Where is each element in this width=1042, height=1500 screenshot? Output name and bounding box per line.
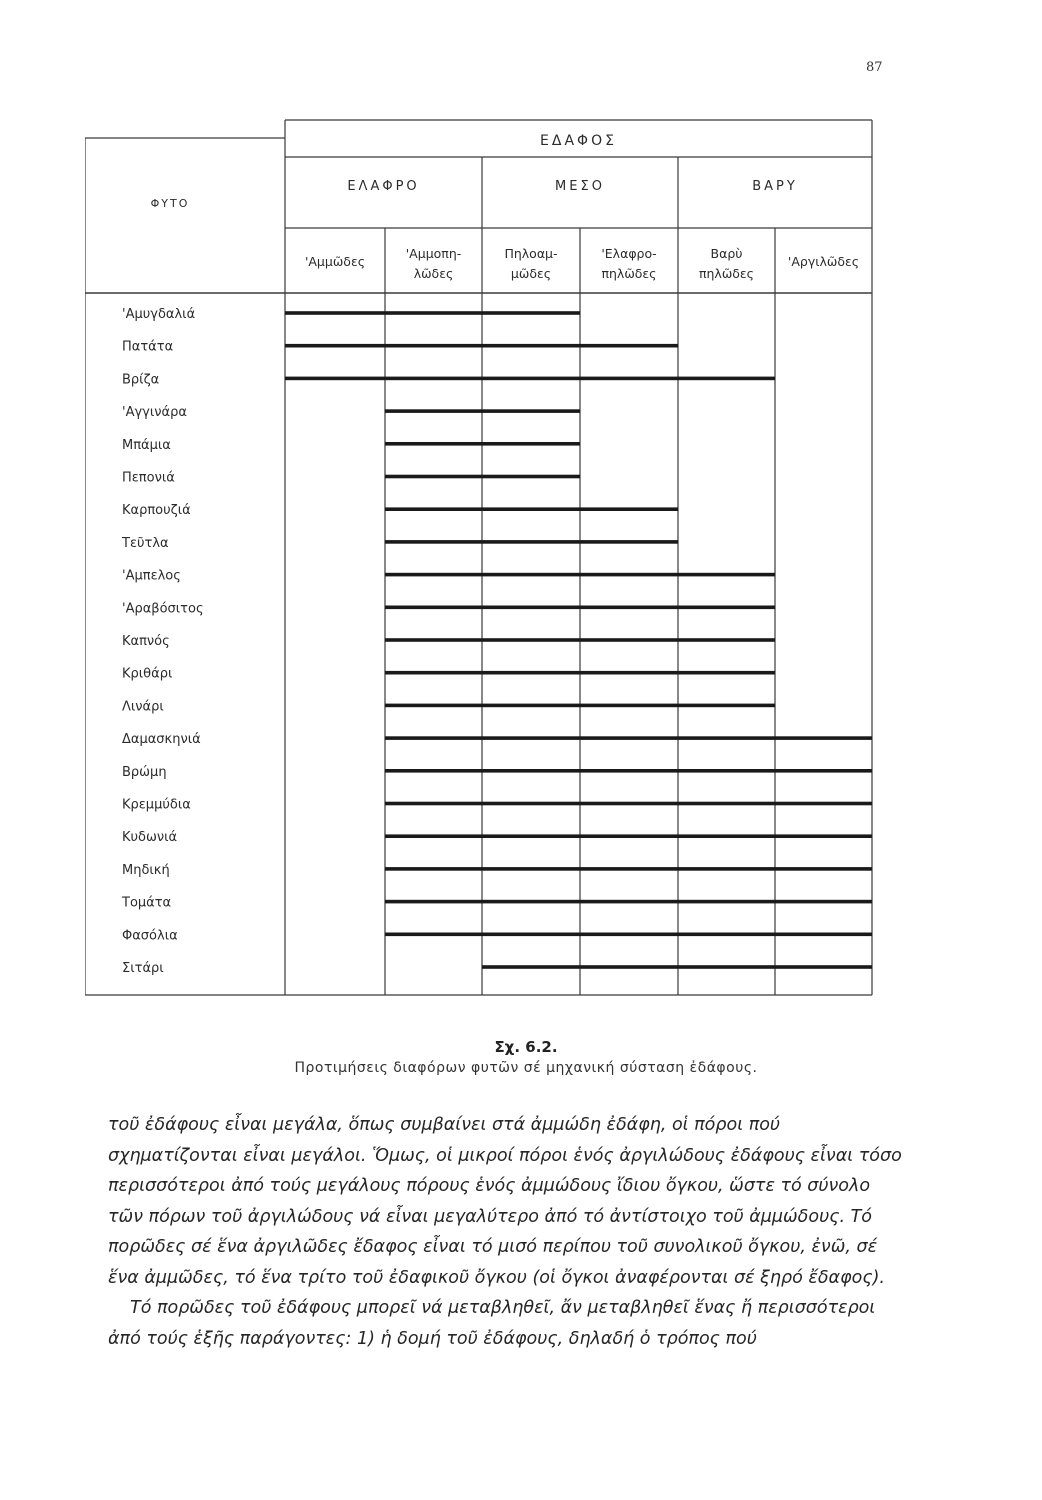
plant-label: Λινάρι xyxy=(122,699,164,715)
soil-type-header: 'Αμμῶδες xyxy=(304,254,366,269)
suitability-bar xyxy=(385,867,872,871)
plant-label: 'Αμυγδαλιά xyxy=(122,307,196,322)
suitability-bar xyxy=(385,507,678,511)
suitability-bar xyxy=(385,933,872,937)
suitability-bar xyxy=(482,965,872,969)
plant-label: Φασόλια xyxy=(122,928,178,944)
plant-label: Μηδική xyxy=(122,862,170,878)
figure-caption: Προτιμήσεις διαφόρων φυτῶν σέ μηχανική σύσταση ἐδάφους. xyxy=(294,1060,758,1076)
suitability-bar xyxy=(385,704,775,708)
plant-label: Τομάτα xyxy=(122,895,172,911)
soil-type-header: πηλῶδες xyxy=(698,266,755,281)
soil-type-header: μῶδες xyxy=(510,266,552,281)
body-paragraph-2: Τό πορῶδες τοῦ ἐδάφους μπορεῖ νά μεταβληθεῖ, ἄν μεταβληθεῖ ἕνας ἤ περισσότεροι ἀπό τούς ἑξῆς παράγοντες: 1) ἡ δομή τοῦ ἐδάφους, δηλαδή ὁ τρόπος πού xyxy=(108,1298,876,1349)
plant-label: Βρίζα xyxy=(122,372,160,388)
plant-label: Βρώμη xyxy=(122,764,167,780)
plant-label: Δαμασκηνιά xyxy=(122,732,201,748)
suitability-bar xyxy=(385,736,872,740)
page-number: 87 xyxy=(866,60,883,75)
soil-type-header: 'Αργιλῶδες xyxy=(787,254,860,269)
suitability-bar xyxy=(385,573,775,577)
plant-label: Μπάμια xyxy=(122,437,171,453)
plant-label: Τεῦτλα xyxy=(122,535,169,551)
plant-label: Πεπονιά xyxy=(122,470,175,486)
plant-label: Σιτάρι xyxy=(122,961,164,976)
suitability-bar xyxy=(385,769,872,773)
plant-label: 'Αγγινάρα xyxy=(122,405,187,421)
plant-label: Καρπουζιά xyxy=(122,503,191,519)
figure-number: Σχ. 6.2. xyxy=(494,1038,558,1056)
soil-preference-chart xyxy=(85,115,885,1025)
suitability-bar xyxy=(385,900,872,904)
table-headers xyxy=(151,133,859,281)
soil-class-header: ΜΕΣΟ xyxy=(555,179,605,194)
suitability-bar xyxy=(385,540,678,544)
soil-type-header: 'Ελαφρο- xyxy=(601,246,657,261)
soil-header: ΕΔΑΦΟΣ xyxy=(540,133,617,149)
suitability-bar xyxy=(285,344,678,348)
body-paragraph-1: τοῦ ἐδάφους εἶναι μεγάλα, ὅπως συμβαίνει στά ἀμμώδη ἐδάφη, οἱ πόροι πού σχηματίζονται εἶναι μεγάλοι. Ὅμως, οἱ μικροί πόροι ἑνός ἀργιλώδους ἐδάφους εἶναι τόσο περισσότεροι ἀπό τούς μεγάλους πόρους ἑνός ἀμμώδους ἴδιου ὄγκου, ὥστε τό σύνολο τῶν πόρων τοῦ ἀργιλώδους νά εἶναι μεγαλύτερο ἀπό τό ἀντίστοιχο τοῦ ἀμμώδους. Τό πορῶδες σέ ἕνα ἀργιλῶδες ἔδαφος εἶναι τό μισό περίπου τοῦ συνολικοῦ ὄγκου, ἐνῶ, σέ ἕνα ἀμμῶδες, τό ἕνα τρίτο τοῦ ἐδαφικοῦ ὄγκου (οἱ ὄγκοι ἀναφέρονται σέ ξηρό ἔδαφος). xyxy=(108,1115,902,1288)
soil-type-header: Βαρὺ xyxy=(710,246,743,261)
suitability-bar xyxy=(385,475,580,479)
suitability-bar xyxy=(385,834,872,838)
plant-label: Καπνός xyxy=(122,634,170,649)
plant-label: Κυδωνιά xyxy=(122,830,178,846)
soil-class-header: ΕΛΑΦΡΟ xyxy=(347,179,420,194)
suitability-bar xyxy=(385,671,775,675)
soil-type-header: 'Αμμοπη- xyxy=(405,246,462,261)
suitability-bar xyxy=(385,638,775,642)
soil-class-header: ΒΑΡΥ xyxy=(752,179,798,194)
suitability-bar xyxy=(385,606,775,610)
body-text xyxy=(108,1110,908,1354)
suitability-bar xyxy=(285,311,580,315)
suitability-bar xyxy=(385,409,580,413)
suitability-bar xyxy=(385,802,872,806)
plant-label: Πατάτα xyxy=(122,339,174,355)
table-grid xyxy=(85,120,872,995)
soil-type-header: λῶδες xyxy=(413,266,454,281)
plant-labels xyxy=(121,307,204,976)
plant-label: Κρεμμύδια xyxy=(122,797,191,813)
plant-label: 'Αμπελος xyxy=(122,568,181,584)
soil-type-header: Πηλοαμ- xyxy=(504,246,558,261)
suitability-bars xyxy=(285,311,872,969)
plant-header: ΦΥΤΟ xyxy=(150,197,190,210)
plant-label: 'Αραβόσιτος xyxy=(122,601,204,617)
suitability-bar xyxy=(385,442,580,446)
plant-label: Κριθάρι xyxy=(122,666,173,682)
soil-type-header: πηλῶδες xyxy=(601,266,657,281)
suitability-bar xyxy=(285,377,775,381)
